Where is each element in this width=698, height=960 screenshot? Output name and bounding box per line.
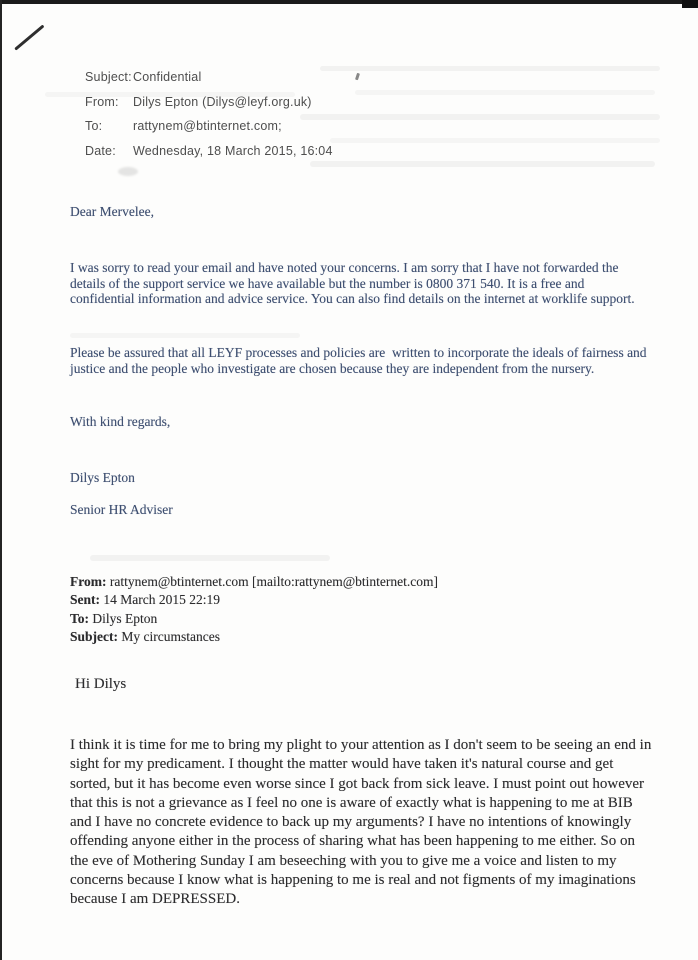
- reply-paragraph-1: I was sorry to read your email and have noted your concerns. I am sorry that I have not forwarded the details of the support service we have available but the number is 0800 371 540. It is a free and confidential information and advice service. You can also find details on the internet at worklife support.: [70, 260, 635, 307]
- quoted-sent-label: Sent:: [70, 592, 100, 608]
- from-value: Dilys Epton (Dilys@leyf.org.uk): [133, 94, 312, 109]
- scan-tick-mark: [355, 73, 360, 80]
- scan-ghost-streak: [300, 114, 660, 120]
- scan-edge-top-notch: [682, 0, 698, 8]
- scan-edge-top: [0, 0, 698, 4]
- from-label: From:: [85, 94, 119, 109]
- header-row-from: [85, 95, 333, 109]
- scan-ghost-streak: [330, 138, 660, 143]
- scan-ghost-streak: [320, 66, 660, 71]
- scan-smudge: [118, 167, 138, 176]
- date-label: Date:: [85, 143, 116, 158]
- quoted-header-from: [70, 573, 438, 591]
- quoted-email-header: [70, 573, 438, 647]
- to-value: rattynem@btinternet.com;: [133, 119, 282, 133]
- scan-edge-left: [0, 0, 2, 960]
- date-value: Wednesday, 18 March 2015, 16:04: [133, 143, 333, 158]
- scan-ghost-streak: [70, 333, 300, 338]
- subject-value: Confidential: [133, 70, 202, 84]
- scan-ghost-streak: [90, 555, 330, 561]
- scan-ghost-streak: [310, 161, 655, 167]
- quoted-from-value: rattynem@btinternet.com [mailto:rattynem@btinternet.com]: [106, 574, 439, 589]
- to-label: To:: [85, 119, 103, 133]
- quoted-header-sent: [70, 591, 438, 609]
- quoted-sent-value: 14 March 2015 22:19: [100, 592, 220, 608]
- header-row-subject: [85, 70, 333, 84]
- reply-greeting: Dear Mervelee,: [70, 204, 154, 219]
- quoted-from-label: From:: [70, 574, 107, 589]
- subject-label: Subject:: [85, 70, 132, 84]
- reply-signoff: With kind regards,: [70, 414, 171, 429]
- quoted-to-value: Dilys Epton: [89, 610, 158, 626]
- quoted-to-label: To:: [70, 610, 90, 626]
- quoted-header-to: [70, 610, 438, 628]
- signature-title: Senior HR Adviser: [70, 502, 173, 517]
- header-row-to: [85, 119, 333, 133]
- header-row-date: [85, 144, 333, 158]
- signature-name: Dilys Epton: [70, 470, 135, 485]
- scan-ghost-streak: [355, 90, 655, 95]
- reply-paragraph-2: Please be assured that all LEYF processes and policies are written to incorporate the ideals of fairness and justice and the people who investigate are chosen because they are independent from the nursery.: [70, 345, 650, 376]
- pen-mark: [14, 25, 44, 51]
- email-header: [85, 70, 333, 168]
- quoted-subject-label: Subject:: [70, 629, 118, 645]
- quoted-header-subject: [70, 628, 438, 646]
- quoted-subject-value: My circumstances: [118, 629, 220, 645]
- quoted-greeting: Hi Dilys: [75, 676, 127, 692]
- quoted-body-paragraph: I think it is time for me to bring my plight to your attention as I don't seem to be seeing an end in sight for my predicament. I thought the matter would have taken it's natural course and get sorted, but it has become even worse since I got back from sick leave. I must point out however that this is not a grievance as I feel no one is aware of exactly what is happening to me at BIB and I have no concrete evidence to back up my arguments? I have no intentions of knowingly offending anyone either in the process of sharing what has been happening to me either. So on the eve of Mothering Sunday I am beseeching with you to give me a voice and listen to my concerns because I know what is happening to me is real and not figments of my imaginations because I am DEPRESSED.: [70, 737, 656, 908]
